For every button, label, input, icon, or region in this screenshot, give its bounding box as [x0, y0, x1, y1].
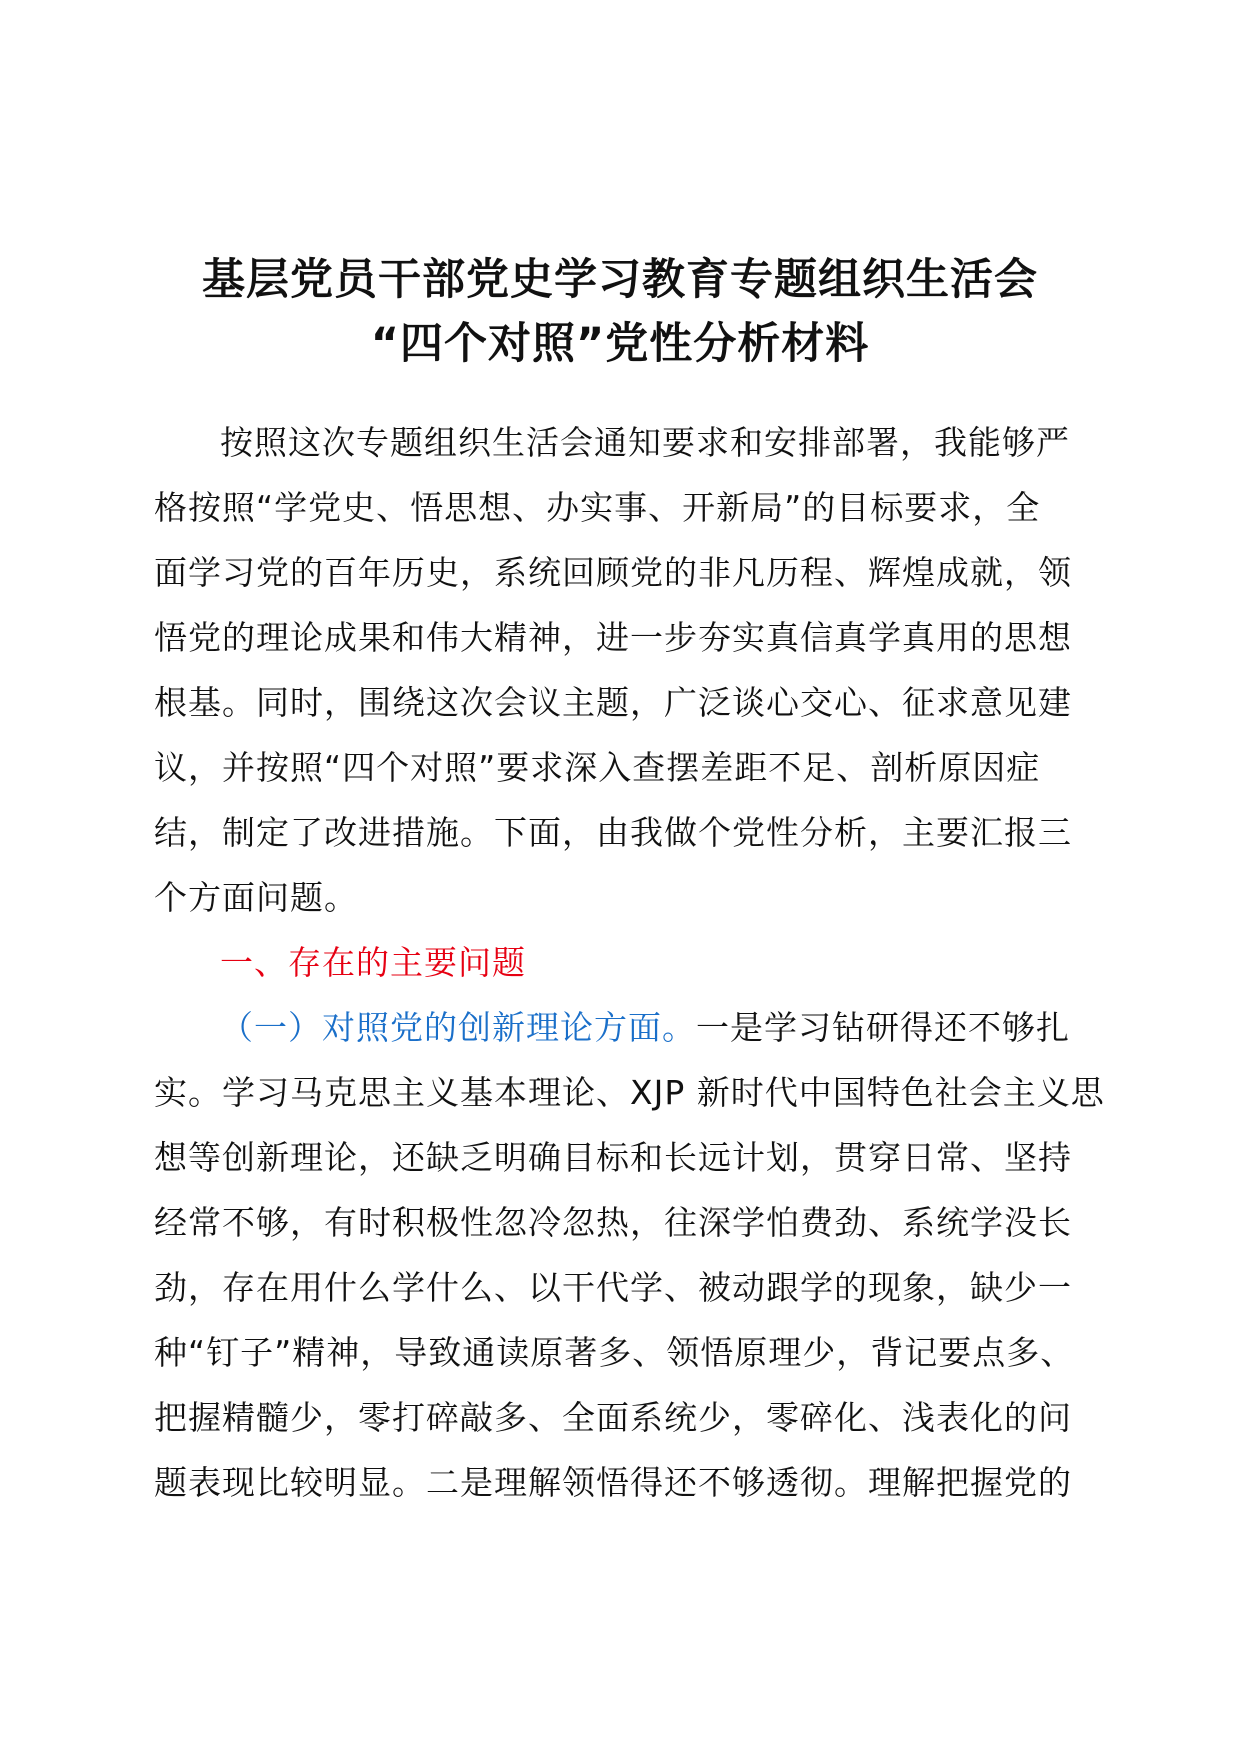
subsection-line: 想等创新理论，还缺乏明确目标和长远计划，贯穿日常、坚持 [154, 1138, 1072, 1177]
intro-line: 结，制定了改进措施。下面，由我做个党性分析，主要汇报三 [154, 813, 1072, 852]
document-title-line-1: 基层党员干部党史学习教育专题组织生活会 [202, 255, 1038, 305]
document-title-line-2: “四个对照”党性分析材料 [370, 319, 870, 369]
subsection-line: 经常不够，有时积极性忽冷忽热，往深学怕费劲、系统学没长 [154, 1203, 1072, 1242]
intro-line: 个方面问题。 [154, 878, 358, 917]
intro-line: 根基。同时，围绕这次会议主题，广泛谈心交心、征求意见建 [154, 683, 1072, 722]
intro-line: 面学习党的百年历史，系统回顾党的非凡历程、辉煌成就，领 [154, 553, 1072, 592]
subsection-line: 把握精髓少，零打碎敲多、全面系统少，零碎化、浅表化的问 [154, 1398, 1072, 1437]
intro-line: 议，并按照“四个对照”要求深入查摆差距不足、剖析原因症 [154, 748, 1041, 787]
document-body [154, 410, 1105, 1515]
subsection-line: 题表现比较明显。二是理解领悟得还不够透彻。理解把握党的 [154, 1463, 1072, 1502]
intro-line: 格按照“学党史、悟思想、办实事、开新局”的目标要求，全 [154, 488, 1041, 527]
subsection-text: 一是学习钻研得还不够扎 [696, 1008, 1070, 1047]
subsection-first-line [154, 995, 1090, 1060]
intro-line: 悟党的理论成果和伟大精神，进一步夯实真信真学真用的思想 [154, 618, 1072, 657]
subsection-line: 劲，存在用什么学什么、以干代学、被动跟学的现象，缺少一 [154, 1268, 1072, 1307]
section-heading: 一、存在的主要问题 [220, 943, 526, 982]
subsection-heading: （一）对照党的创新理论方面。 [220, 1008, 696, 1047]
subsection-line: 种“钉子”精神，导致通读原著多、领悟原理少，背记要点多、 [154, 1333, 1075, 1372]
subsection-line: 实。学习马克思主义基本理论、XJP 新时代中国特色社会主义思 [154, 1073, 1105, 1112]
intro-line: 按照这次专题组织生活会通知要求和安排部署，我能够严 [220, 423, 1070, 462]
